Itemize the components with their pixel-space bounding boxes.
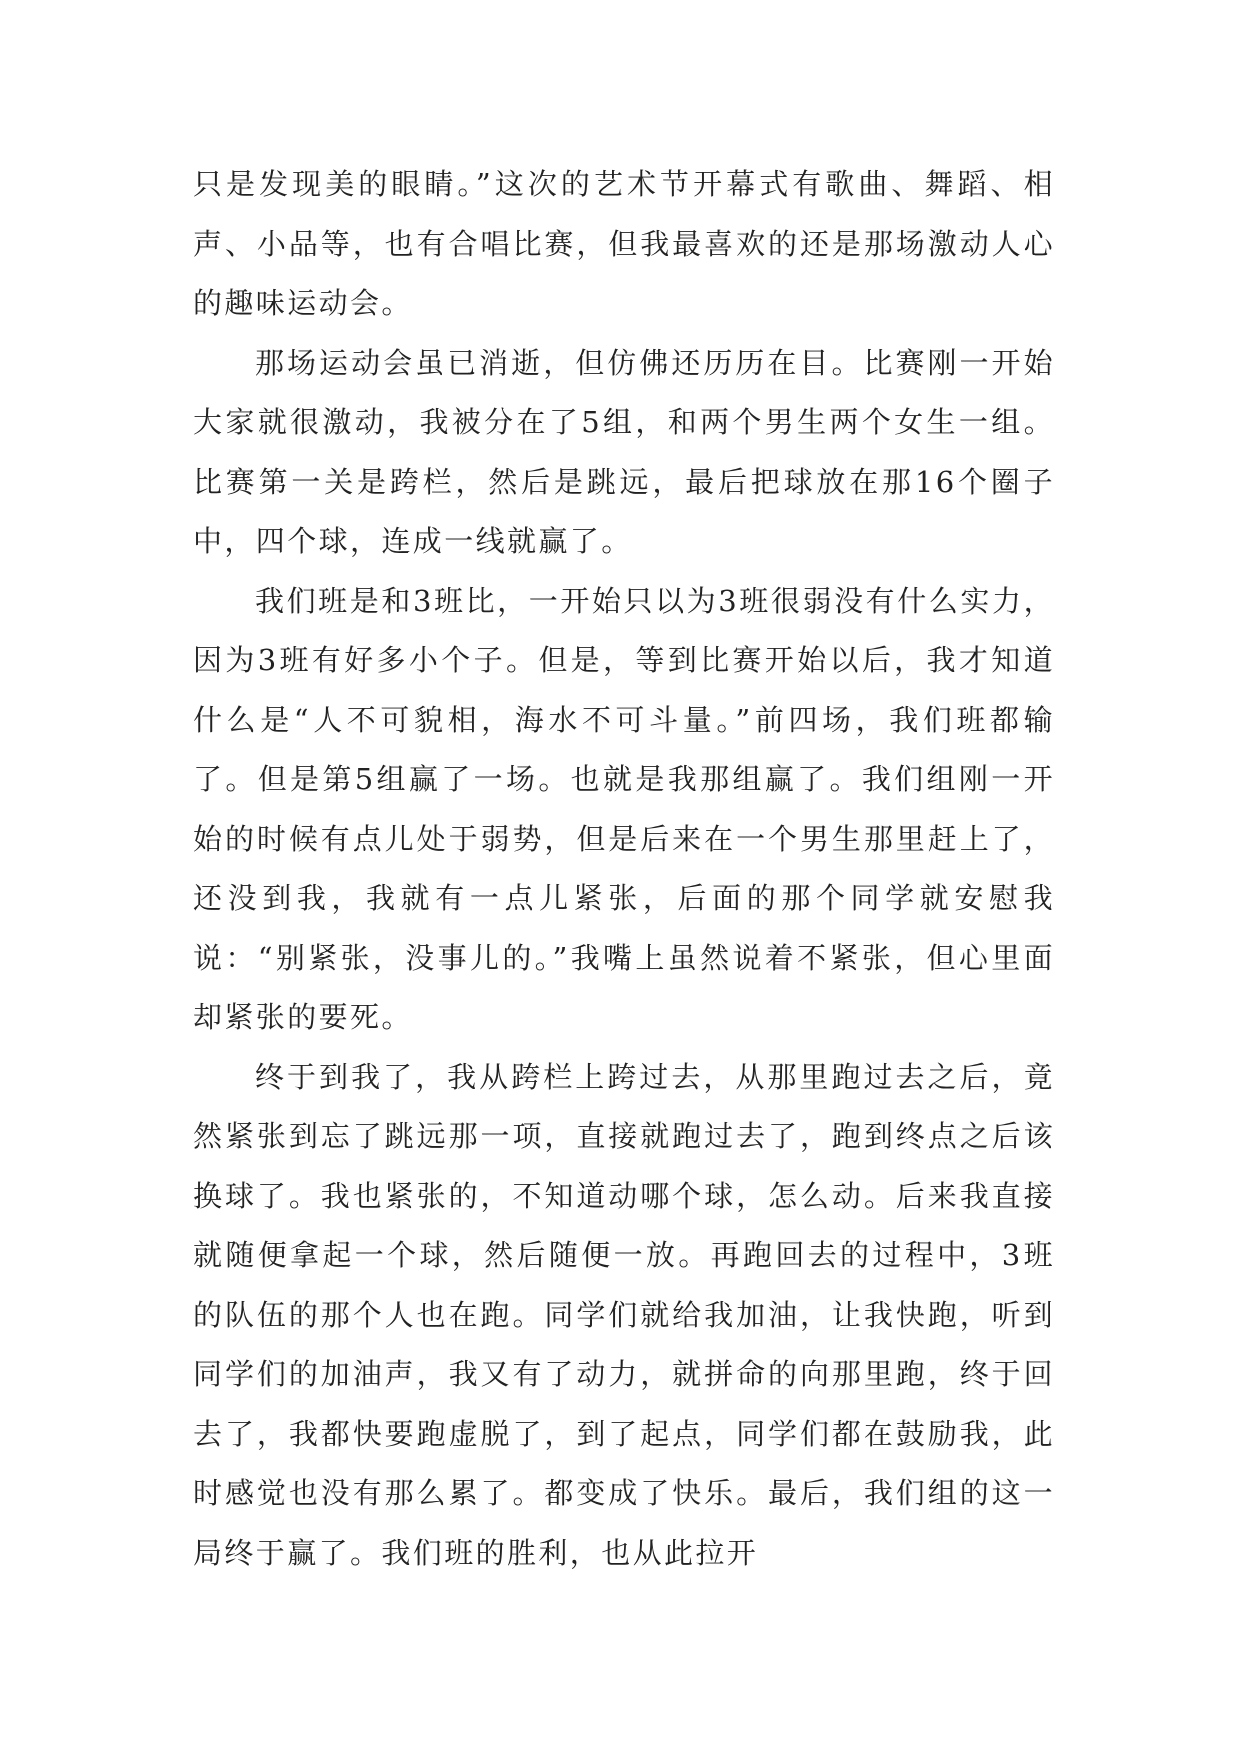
- paragraph-1: 只是发现美的眼睛。”这次的艺术节开幕式有歌曲、舞蹈、相声、小品等，也有合唱比赛，但我最喜欢的还是那场激动人心的趣味运动会。: [193, 167, 1055, 320]
- paragraph-3: 我们班是和3班比，一开始只以为3班很弱没有什么实力，因为3班有好多小个子。但是，等到比赛开始以后，我才知道什么是“人不可貌相，海水不可斗量。”前四场，我们班都输了。但是第5组赢了一场。也就是我那组赢了。我们组刚一开始的时候有点儿处于弱势，但是后来在一个男生那里赶上了，还没到我，我就有一点儿紧张，后面的那个同学就安慰我说：“别紧张，没事儿的。”我嘴上虽然说着不紧张，但心里面却紧张的要死。: [193, 583, 1055, 1034]
- paragraph-2: 那场运动会虽已消逝，但仿佛还历历在目。比赛刚一开始大家就很激动，我被分在了5组，和两个男生两个女生一组。比赛第一关是跨栏，然后是跳远，最后把球放在那16个圈子中，四个球，连成一线就赢了。: [193, 345, 1055, 558]
- paragraph-4: 终于到我了，我从跨栏上跨过去，从那里跑过去之后，竟然紧张到忘了跳远那一项，直接就跑过去了，跑到终点之后该换球了。我也紧张的，不知道动哪个球，怎么动。后来我直接就随便拿起一个球，然后随便一放。再跑回去的过程中，3班的队伍的那个人也在跑。同学们就给我加油，让我快跑，听到同学们的加油声，我又有了动力，就拼命的向那里跑，终于回去了，我都快要跑虚脱了，到了起点，同学们都在鼓励我，此时感觉也没有那么累了。都变成了快乐。最后，我们组的这一局终于赢了。我们班的胜利，也从此拉开: [193, 1059, 1055, 1570]
- document-body: [193, 155, 1055, 1583]
